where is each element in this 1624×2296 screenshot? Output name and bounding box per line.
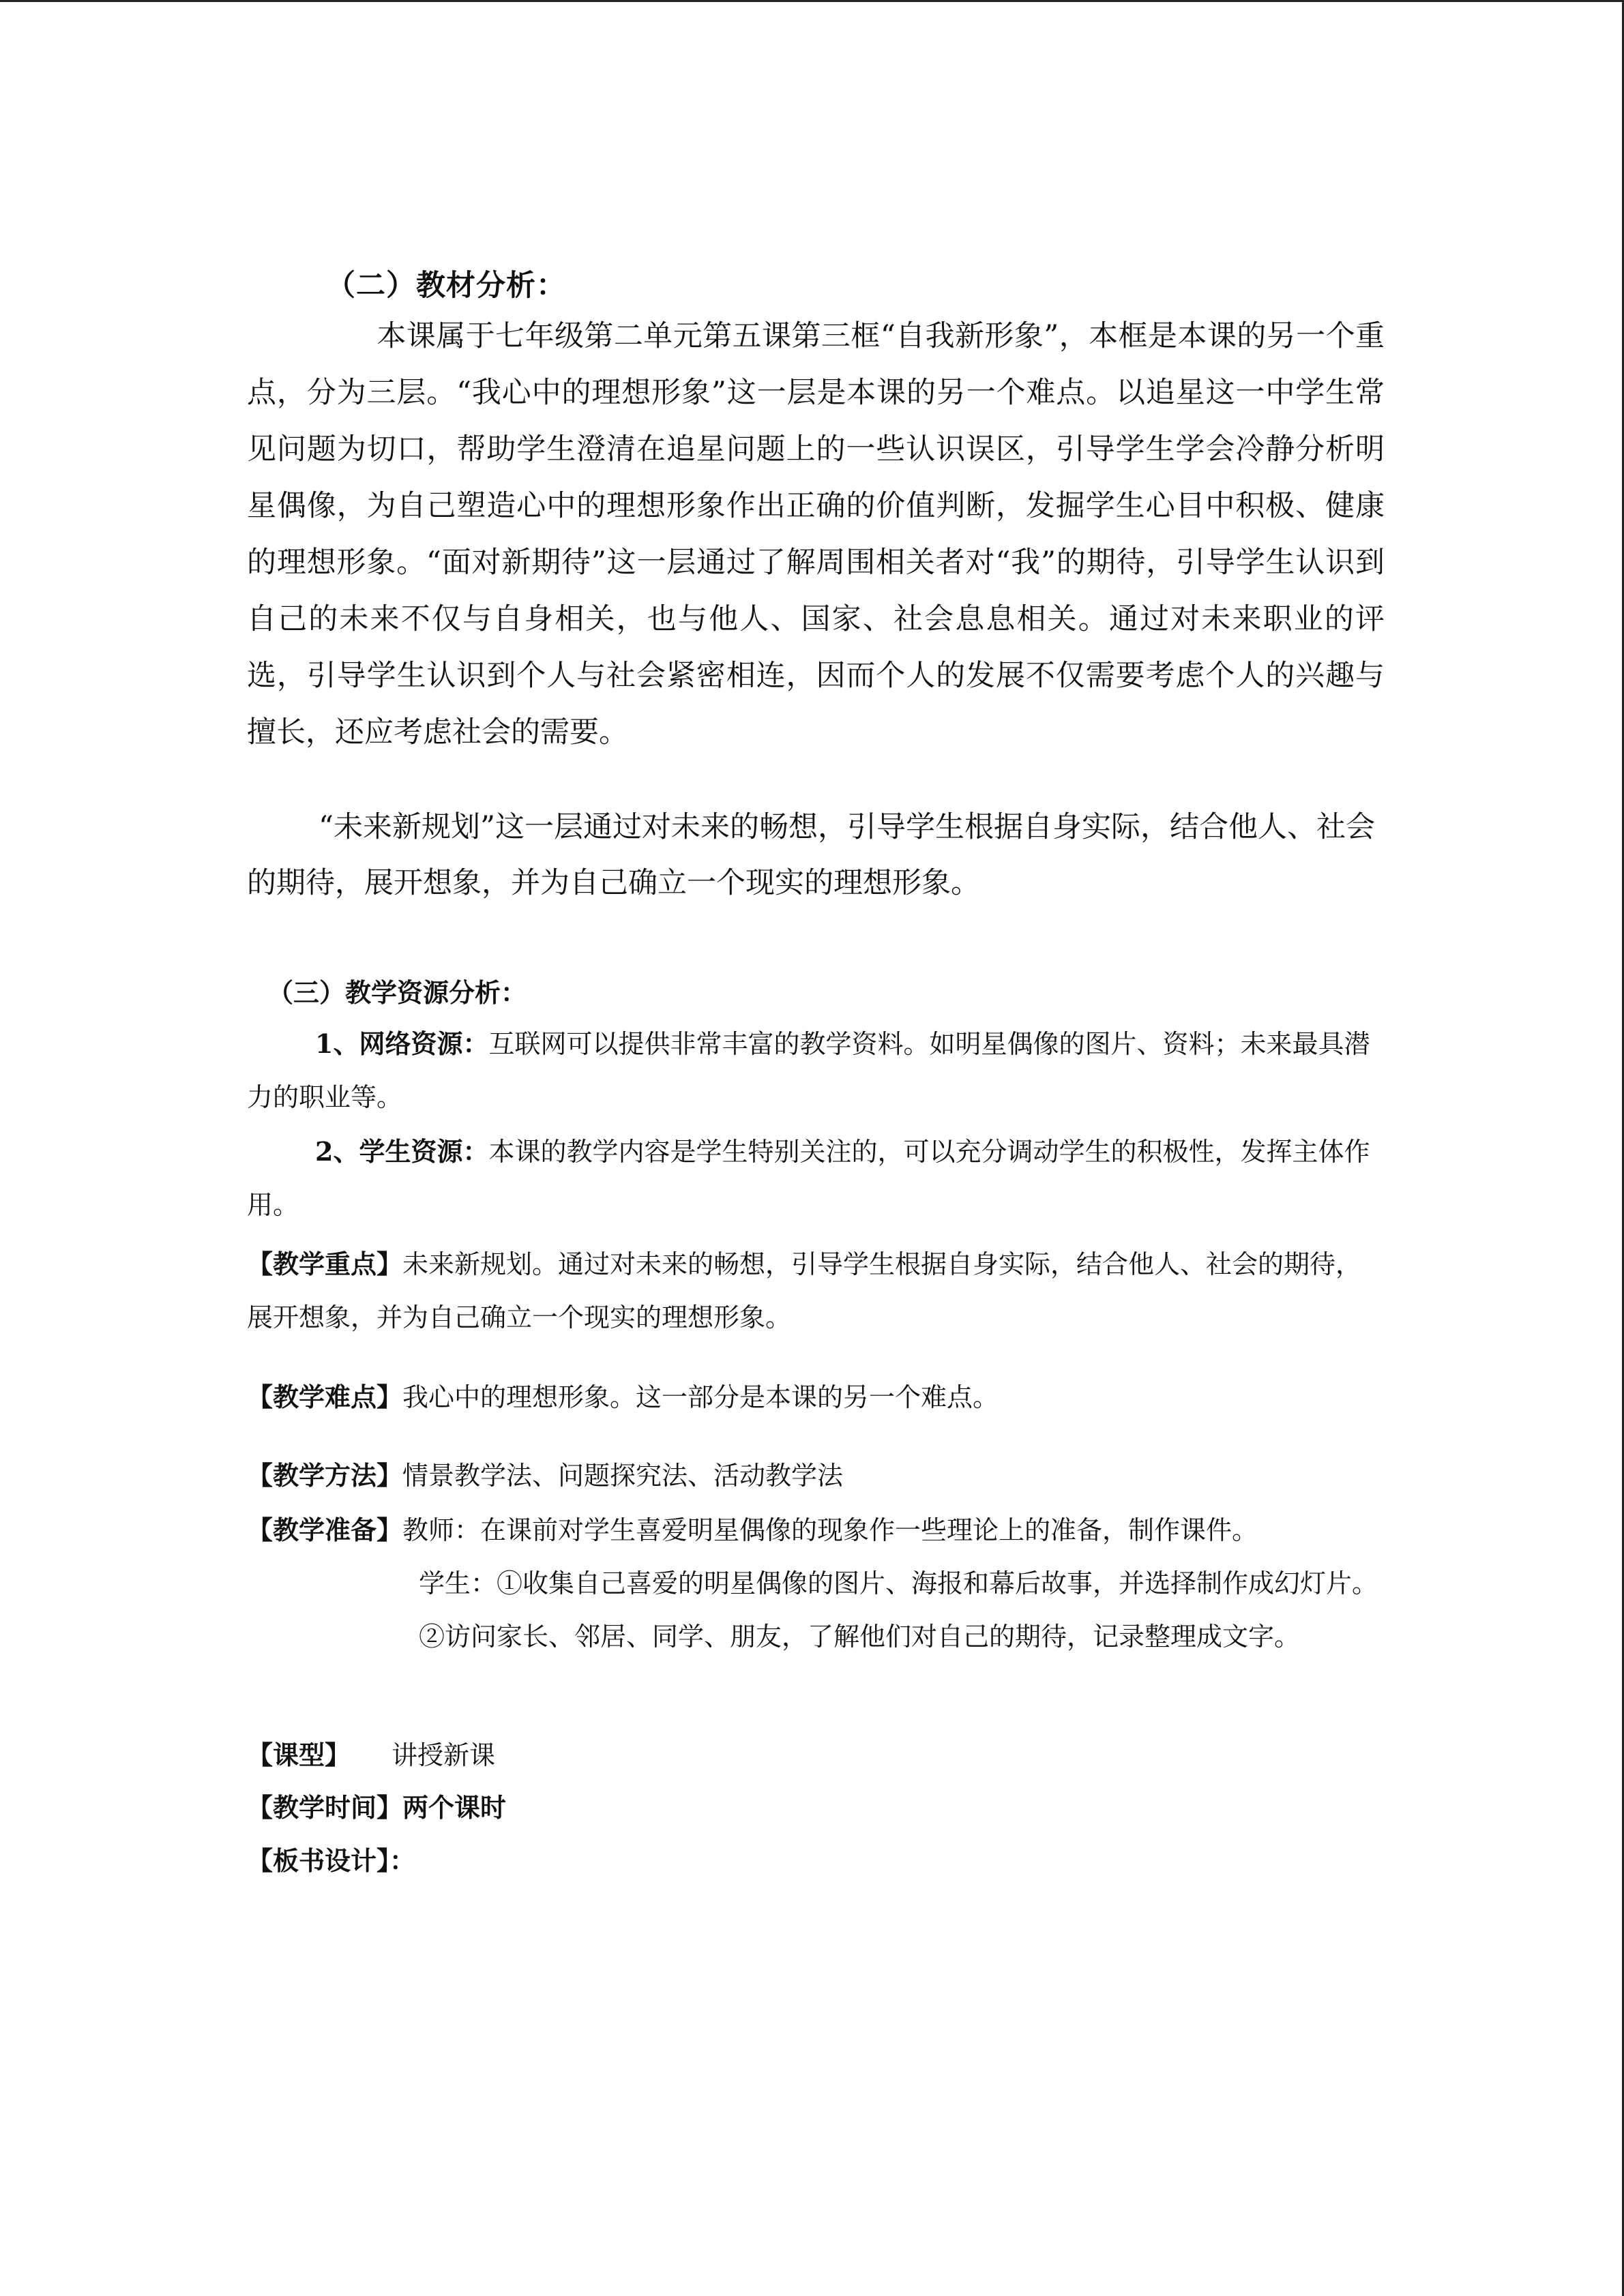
method — [247, 1449, 1385, 1502]
lesson-time — [247, 1781, 1385, 1834]
lesson-type-text: 讲授新课 — [392, 1740, 496, 1770]
lesson-type — [247, 1729, 1385, 1782]
section2-heading: （二）教材分析： — [326, 269, 566, 303]
preparation-student: 学生：①收集自己喜爱的明星偶像的图片、海报和幕后故事，并选择制作成幻灯片。②访问家长、邻居、同学、朋友，了解他们对自己的期待，记录整理成文字。 — [419, 1568, 1378, 1652]
difficulty-text: 我心中的理想形象。这一部分是本课的另一个难点。 — [402, 1382, 999, 1412]
board-design-label: 【板书设计】 — [247, 1845, 390, 1876]
difficulty — [247, 1371, 1385, 1424]
lesson-type-label: 【课型】 — [247, 1740, 351, 1770]
resource-students-text: 本课的教学内容是学生特别关注的，可以充分调动学生的积极性，发挥主体作用。 — [247, 1137, 1370, 1220]
lesson-time-text: 两个课时 — [402, 1792, 507, 1823]
preparation-teacher-line — [247, 1504, 1385, 1557]
page-border-top — [0, 0, 1624, 2]
section2-paragraph-1-text: 本课属于七年级第二单元第五课第三框“自我新形象”，本框是本课的另一个重点，分为三层。“我心中的理想形象”这一层是本课的另一个难点。以追星这一中学生常见问题为切口，帮助学生澄清在追星问题上的一些认识误区，引导学生学会冷静分析明星偶像，为自己塑造心中的理想形象作出正确的价值判断，发掘学生心目中积极、健康的理想形象。“面对新期待”这一层通过了解周围相关者对“我”的期待，引导学生认识到自己的未来不仅与自身相关，也与他人、国家、社会息息相关。通过对未来职业的评选，引导学生认识到个人与社会紧密相连，因而个人的发展不仅需要考虑个人的兴趣与擅长，还应考虑社会的需要。 — [247, 319, 1385, 749]
difficulty-label: 【教学难点】 — [247, 1382, 403, 1412]
lesson-time-label: 【教学时间】 — [247, 1792, 403, 1823]
resource-students — [247, 1125, 1385, 1232]
preparation-teacher: 教师：在课前对学生喜爱明星偶像的现象作一些理论上的准备，制作课件。 — [402, 1515, 1258, 1545]
preparation-label: 【教学准备】 — [247, 1515, 403, 1545]
preparation — [247, 1504, 1385, 1663]
method-text: 情景教学法、问题探究法、活动教学法 — [402, 1461, 844, 1491]
key-point — [247, 1238, 1385, 1344]
key-point-text: 未来新规划。通过对未来的畅想，引导学生根据自身实际，结合他人、社会的期待，展开想象，并为自己确立一个现实的理想形象。 — [247, 1249, 1362, 1332]
resource-network — [247, 1017, 1385, 1124]
section2-paragraph-2 — [247, 799, 1385, 911]
method-label: 【教学方法】 — [247, 1460, 403, 1491]
resource-network-text: 互联网可以提供非常丰富的教学资料。如明星偶像的图片、资料；未来最具潜力的职业等。 — [247, 1029, 1370, 1112]
board-design-text: ： — [389, 1845, 416, 1876]
section3-heading: （三）教学资源分析： — [267, 977, 527, 1008]
section2-paragraph-2-text: “未来新规划”这一层通过对未来的畅想，引导学生根据自身实际，结合他人、社会的期待，展开想象，并为自己确立一个现实的理想形象。 — [247, 810, 1375, 900]
resource-network-label: 1、网络资源： — [315, 1028, 489, 1059]
board-design — [247, 1834, 1385, 1888]
section2-paragraph-1 — [247, 308, 1385, 761]
resource-students-label: 2、学生资源： — [315, 1136, 489, 1167]
key-point-label: 【教学重点】 — [247, 1249, 403, 1279]
